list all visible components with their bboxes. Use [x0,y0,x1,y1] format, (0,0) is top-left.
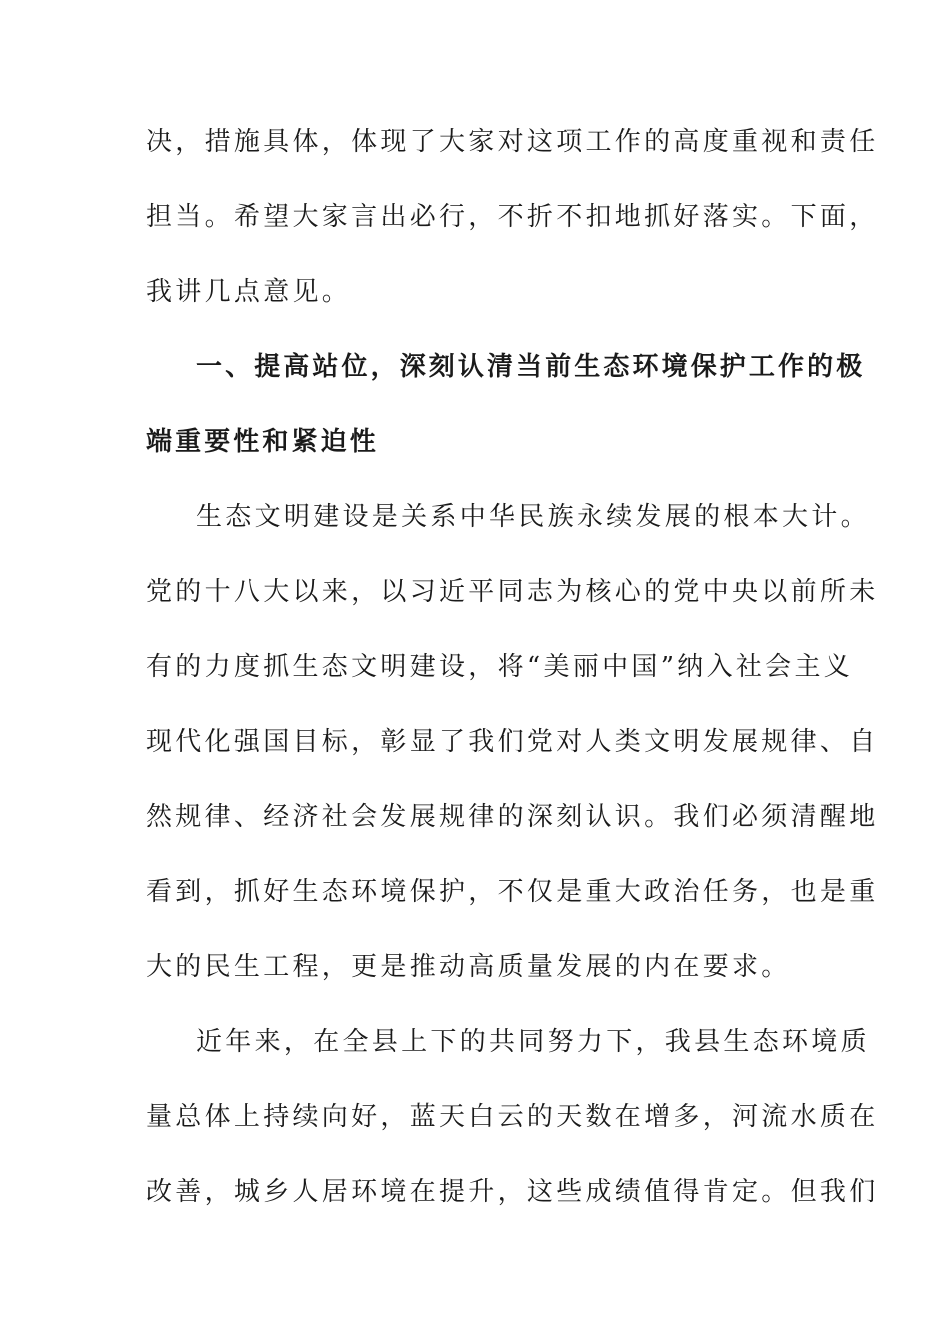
body-text-line: 决，措施具体，体现了大家对这项工作的高度重视和责任 [146,127,879,157]
body-text-line: 量总体上持续向好，蓝天白云的天数在增多，河流水质在 [146,1102,879,1132]
section-heading-line: 端重要性和紧迫性 [146,427,379,457]
section-heading-line: 一、提高站位，深刻认清当前生态环境保护工作的极 [196,352,866,382]
body-text-line: 我讲几点意见。 [146,277,352,307]
body-text-line: 党的十八大以来，以习近平同志为核心的党中央以前所未 [146,577,879,607]
body-text-line: 然规律、经济社会发展规律的深刻认识。我们必须清醒地 [146,802,879,832]
body-text-line: 现代化强国目标，彰显了我们党对人类文明发展规律、自 [146,727,879,757]
body-text-line: 担当。希望大家言出必行，不折不扣地抓好落实。下面， [146,202,879,232]
body-text-line: 改善，城乡人居环境在提升，这些成绩值得肯定。但我们 [146,1177,879,1207]
body-text-line: 生态文明建设是关系中华民族永续发展的根本大计。 [196,502,870,532]
body-text-line: 近年来，在全县上下的共同努力下，我县生态环境质 [196,1027,870,1057]
body-text-line: 看到，抓好生态环境保护，不仅是重大政治任务，也是重 [146,877,879,907]
body-text-line: 大的民生工程，更是推动高质量发展的内在要求。 [146,952,791,982]
body-text-line: 有的力度抓生态文明建设，将“美丽中国”纳入社会主义 [146,652,854,682]
